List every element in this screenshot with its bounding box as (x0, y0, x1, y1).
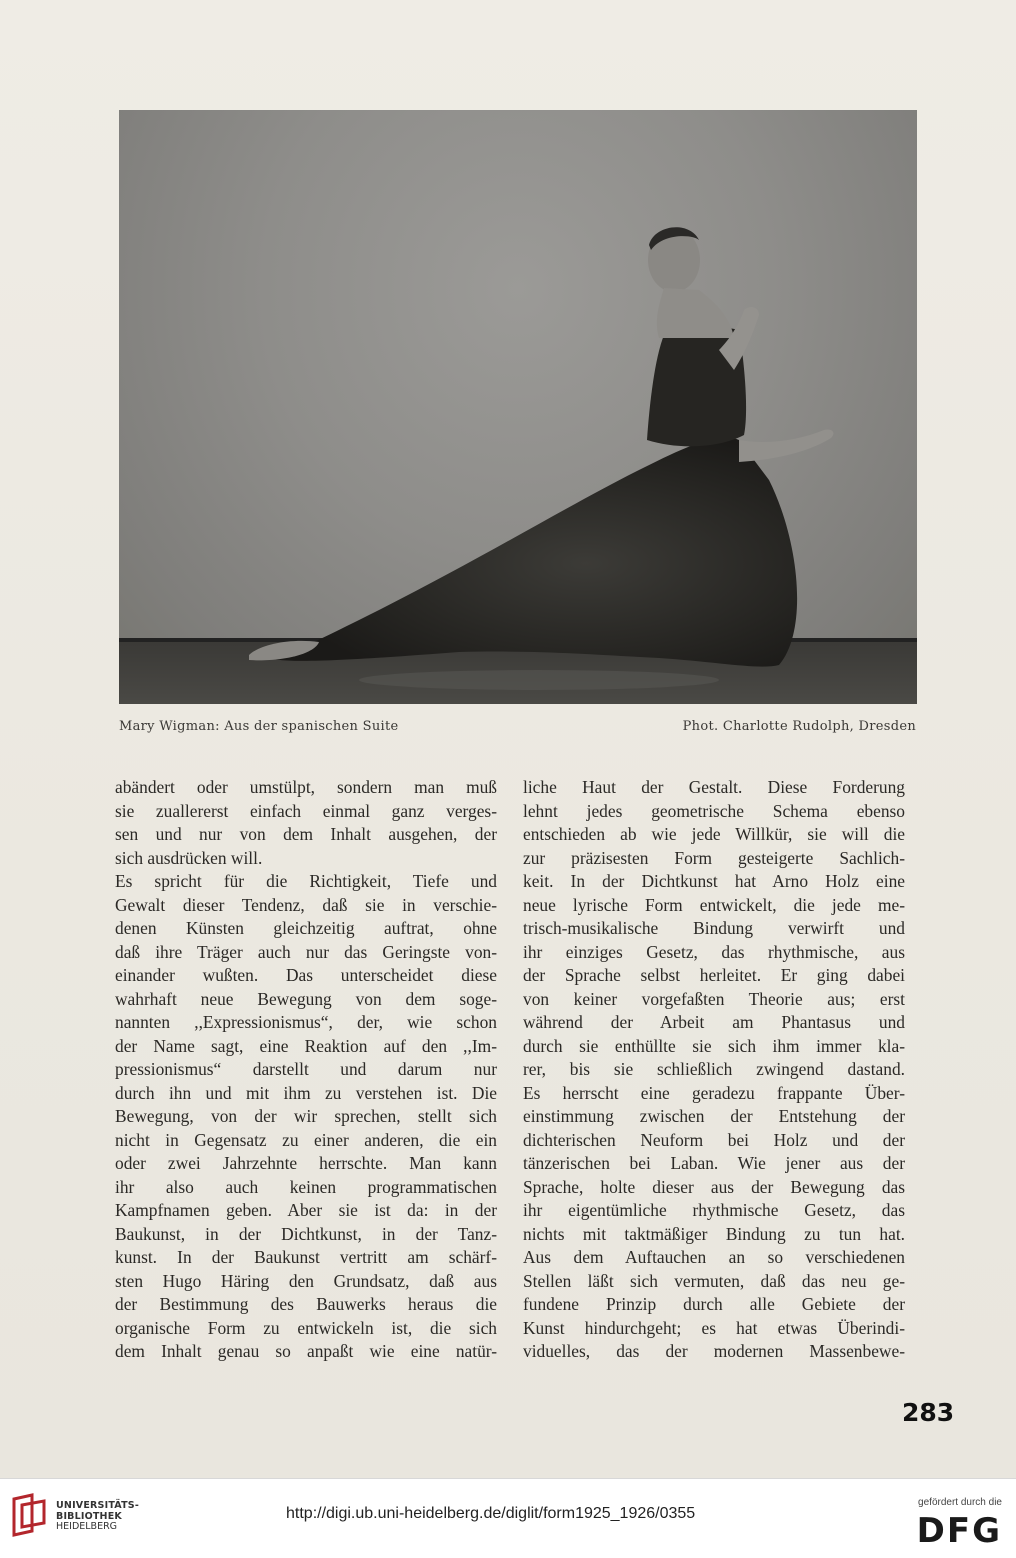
text-line: trisch-musikalische Bindung verwirft und (523, 918, 905, 938)
library-name-line: BIBLIOTHEK (56, 1510, 122, 1522)
text-line: sie zuallererst einfach einmal ganz verges- (115, 800, 497, 821)
text-line: nichts mit taktmäßiger Bindung zu tun hat. (523, 1223, 905, 1244)
text-line: sen und nur von dem Inhalt ausgehen, der (115, 824, 497, 844)
text-line: durch sie enthüllte sie sich ihm immer kla- (523, 1035, 905, 1056)
text-line: oder zwei Jahrzehnte herrschte. Man kann (115, 1153, 497, 1173)
text-line: pressionismus“ darstellt und darum nur (115, 1059, 497, 1079)
dancer-photograph (119, 110, 917, 704)
text-line: der Sprache selbst herleitet. Er ging dabei (523, 965, 905, 985)
text-line: tänzerischen bei Laban. Wie jener aus der (523, 1153, 905, 1173)
text-line: neue lyrische Form entwickelt, die jede me- (523, 894, 905, 915)
library-name-line: UNIVERSITÄTS- (56, 1500, 139, 1511)
library-name-line: HEIDELBERG (56, 1521, 118, 1532)
text-line: Sprache, holte dieser aus der Bewegung das (523, 1176, 905, 1197)
text-line: daß ihre Träger auch nur das Geringste von- (115, 941, 497, 962)
text-line: denen Künsten gleichzeitig auftrat, ohne (115, 918, 497, 938)
text-line: sten Hugo Häring den Grundsatz, daß aus (115, 1270, 497, 1291)
dancer-illustration (119, 110, 917, 704)
page-number: 283 (902, 1398, 955, 1427)
text-line: von keiner vorgefaßten Theorie aus; erst (523, 988, 905, 1009)
library-name[interactable] (56, 1501, 139, 1533)
text-line: Stellen läßt sich vermuten, daß das neu ge- (523, 1270, 905, 1291)
text-line: ihr eigentümliche rhythmische Gesetz, das (523, 1200, 905, 1220)
text-line: wahrhaft neue Bewegung von dem soge- (115, 988, 497, 1009)
text-line: abändert oder umstülpt, sondern man muß (115, 777, 497, 797)
text-line: lehnt jedes geometrische Schema ebenso (523, 800, 905, 821)
text-line: entschieden ab wie jede Willkür, sie will die (523, 824, 905, 844)
text-line: nannten ,,Expressionismus“, der, wie schon (115, 1012, 497, 1032)
text-line: zur präzisesten Form gesteigerte Sachlich- (523, 847, 905, 868)
text-line: Bewegung, von der wir sprechen, stellt sich (115, 1106, 497, 1126)
text-line: einstimmung zwischen der Entstehung der (523, 1106, 905, 1126)
text-line: Baukunst, in der Dichtkunst, in der Tanz- (115, 1223, 497, 1244)
text-line: organische Form zu entwickeln ist, die sich (115, 1317, 497, 1338)
text-line: viduelles, das der modernen Massenbewe- (523, 1341, 905, 1361)
text-line: durch ihn und mit ihm zu verstehen ist. Die (115, 1082, 497, 1103)
text-line: einander wußten. Das unterscheidet diese (115, 965, 497, 985)
text-line: fundene Prinzip durch alle Gebiete der (523, 1294, 905, 1314)
text-line: Es herrscht eine geradezu frappante Über- (523, 1082, 905, 1103)
text-line: ihr also auch keinen programmatischen (115, 1176, 497, 1197)
text-line: der Name sagt, eine Reaktion auf den ,,Im- (115, 1035, 497, 1056)
text-line: rer, bis sie schließlich zwingend dastand. (523, 1059, 905, 1079)
text-line: Es spricht für die Richtigkeit, Tiefe und (115, 871, 497, 891)
text-column-right (523, 776, 905, 1364)
sponsor-label: gefördert durch die (918, 1497, 1002, 1508)
text-line: sich ausdrücken will. (115, 847, 263, 868)
text-line: nicht in Gegensatz zu einer anderen, die ein (115, 1129, 497, 1150)
text-line: während der Arbeit am Phantasus und (523, 1012, 905, 1032)
text-line: keit. In der Dichtkunst hat Arno Holz eine (523, 871, 905, 891)
permalink-url[interactable]: http://digi.ub.uni-heidelberg.de/diglit/form1925_1926/0355 (286, 1505, 696, 1522)
text-line: dichterischen Neuform bei Holz und der (523, 1129, 905, 1150)
text-line: ihr einziges Gesetz, das rhythmische, aus (523, 941, 905, 962)
text-line: der Bestimmung des Bauwerks heraus die (115, 1294, 497, 1314)
digital-library-footer (0, 1478, 1016, 1558)
text-line: liche Haut der Gestalt. Diese Forderung (523, 777, 905, 797)
text-line: kunst. In der Baukunst vertritt am schärf- (115, 1247, 497, 1267)
library-logo-icon[interactable] (10, 1493, 50, 1537)
text-line: Kampfnamen geben. Aber sie ist da: in der (115, 1200, 497, 1220)
text-line: dem Inhalt genau so anpaßt wie eine natür- (115, 1341, 497, 1361)
dfg-logo[interactable]: DFG (916, 1511, 1002, 1551)
text-line: Kunst hindurchgeht; es hat etwas Überindi- (523, 1317, 905, 1338)
photo-credit: Phot. Charlotte Rudolph, Dresden (682, 719, 916, 734)
photo-caption: Mary Wigman: Aus der spanischen Suite (119, 719, 399, 734)
text-line: Aus dem Auftauchen an so verschiedenen (523, 1247, 905, 1267)
text-line: Gewalt dieser Tendenz, daß sie in verschie- (115, 894, 497, 915)
text-column-left (115, 776, 497, 1364)
